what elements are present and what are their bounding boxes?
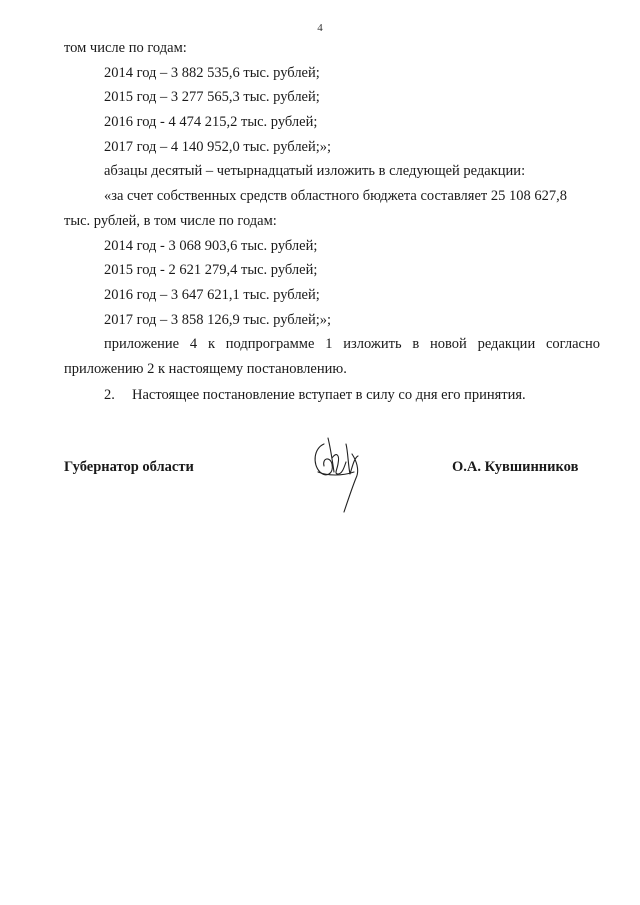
paragraph-line: 2016 год - 4 474 215,2 тыс. рублей; (104, 114, 318, 131)
numbered-item (64, 383, 600, 408)
paragraph-line: 2015 год – 3 277 565,3 тыс. рублей; (104, 89, 320, 106)
paragraph-line: «за счет собственных средств областного бюджета составляет 25 108 627,8 (104, 188, 567, 205)
signer-name: О.А. Кувшинников (452, 459, 579, 475)
signer-position: Губернатор области (64, 459, 194, 475)
page-number: 4 (317, 22, 323, 34)
paragraph-line: том числе по годам: (64, 40, 187, 56)
paragraph-line: приложение 4 к подпрограмме 1 изложить в новой редакции согласно (104, 336, 600, 353)
paragraph-line: 2017 год – 4 140 952,0 тыс. рублей;»; (104, 138, 332, 155)
paragraph-line: 2015 год - 2 621 279,4 тыс. рублей; (104, 262, 318, 279)
paragraph-line: тыс. рублей, в том числе по годам: (64, 212, 277, 229)
handwritten-signature (308, 434, 368, 516)
paragraph-line: приложению 2 к настоящему постановлению. (64, 360, 347, 377)
paragraph-line: 2014 год – 3 882 535,6 тыс. рублей; (104, 64, 320, 81)
body-text (64, 36, 600, 407)
paragraph-line: абзацы десятый – четырнадцатый изложить в следующей редакции: (104, 163, 526, 180)
paragraph-line: 2016 год – 3 647 621,1 тыс. рублей; (104, 286, 320, 303)
item-number: 2. (104, 386, 115, 403)
item-text: Настоящее постановление вступает в силу со дня его принятия. (132, 386, 526, 403)
paragraph-line: 2014 год - 3 068 903,6 тыс. рублей; (104, 237, 318, 254)
paragraph-line: 2017 год – 3 858 126,9 тыс. рублей;»; (104, 311, 332, 328)
